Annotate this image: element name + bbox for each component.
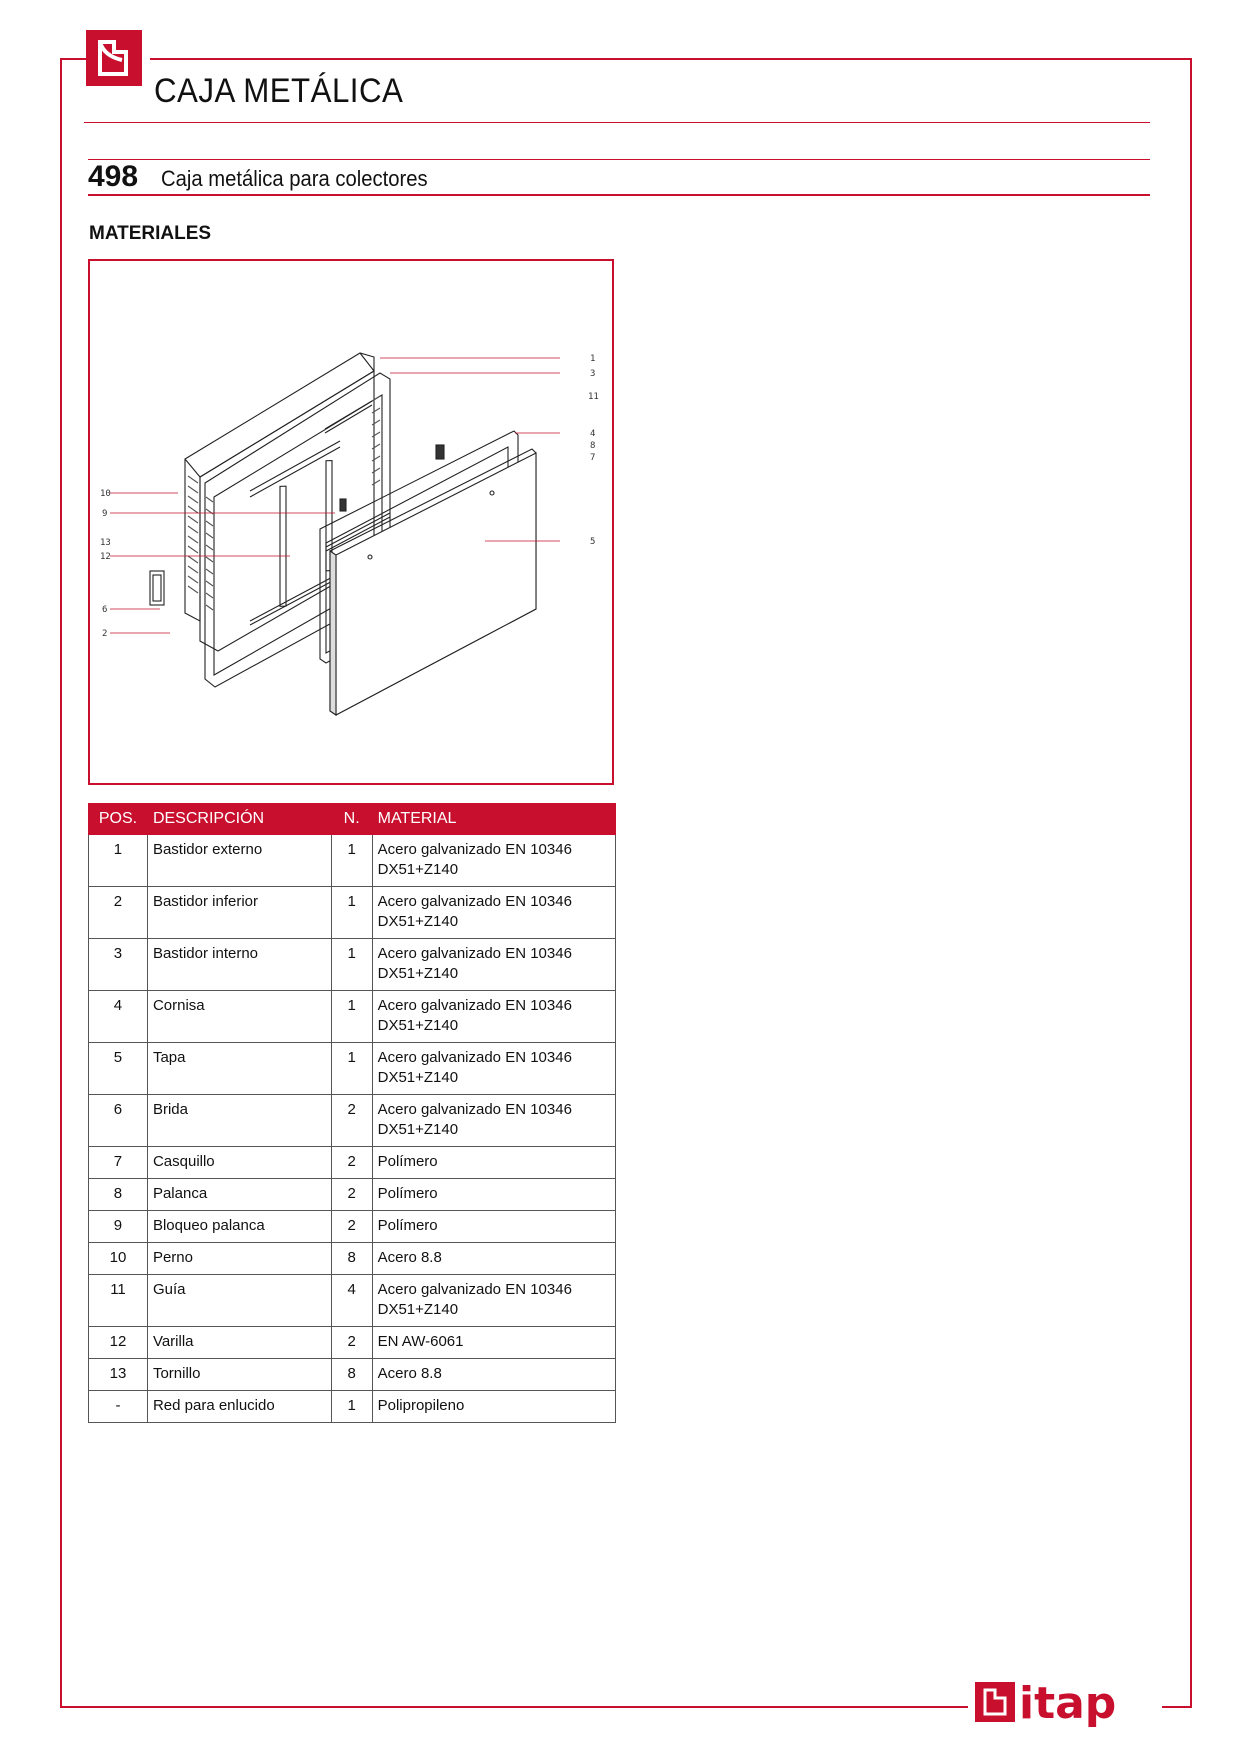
cell-n: 8: [331, 1243, 372, 1275]
cell-n: 2: [331, 1147, 372, 1179]
material-line-2: DX51+Z140: [377, 965, 459, 982]
material-line: Acero galvanizado EN 10346: [377, 893, 572, 910]
cell-desc: Tornillo: [147, 1359, 331, 1391]
table-row: [89, 1179, 616, 1211]
material-line: Acero galvanizado EN 10346: [377, 841, 572, 858]
frame-left: [60, 418, 62, 1708]
materials-table: [88, 803, 616, 1423]
cell-pos: 10: [89, 1243, 148, 1275]
material-line-2: DX51+Z140: [377, 1121, 459, 1138]
cell-material: Polímero: [372, 1179, 615, 1211]
cell-n: 4: [331, 1275, 372, 1327]
col-header-pos: POS.: [89, 804, 148, 835]
corner-logo-icon: [86, 30, 142, 86]
callout-label: 10: [100, 489, 111, 499]
table-row: [89, 1243, 616, 1275]
material-line: Acero galvanizado EN 10346: [377, 997, 572, 1014]
callout-label: 5: [590, 537, 596, 547]
cell-desc: Bastidor inferior: [147, 887, 331, 939]
title-underline: [84, 122, 1150, 123]
cell-desc: Palanca: [147, 1179, 331, 1211]
table-row: [89, 1211, 616, 1243]
cell-material: Acero 8.8: [372, 1243, 615, 1275]
material-line: Acero galvanizado EN 10346: [377, 1049, 572, 1066]
callout-label: 9: [102, 509, 108, 519]
callout-label: 13: [100, 538, 111, 548]
cell-material: [372, 939, 615, 991]
cell-n: 1: [331, 991, 372, 1043]
cell-desc: Guía: [147, 1275, 331, 1327]
callout-label: 12: [100, 552, 111, 562]
materials-heading: MATERIALES: [89, 223, 212, 244]
cell-desc: Brida: [147, 1095, 331, 1147]
cell-n: 1: [331, 887, 372, 939]
cell-n: 1: [331, 1391, 372, 1423]
material-line: Acero galvanizado EN 10346: [377, 1101, 572, 1118]
cell-material: [372, 1275, 615, 1327]
cell-pos: 11: [89, 1275, 148, 1327]
table-row: [89, 1147, 616, 1179]
frame-right: [1190, 58, 1192, 1708]
callout-label: 4: [590, 429, 596, 439]
cell-pos: 7: [89, 1147, 148, 1179]
table-row: [89, 1327, 616, 1359]
callout-label: 3: [590, 369, 596, 379]
cell-n: 1: [331, 835, 372, 887]
cell-material: [372, 887, 615, 939]
cell-desc: Bastidor externo: [147, 835, 331, 887]
material-line: Acero galvanizado EN 10346: [377, 945, 572, 962]
cell-pos: 5: [89, 1043, 148, 1095]
callout-label: 7: [590, 453, 596, 463]
cell-desc: Cornisa: [147, 991, 331, 1043]
callout-label: 1: [590, 354, 596, 364]
cell-pos: -: [89, 1391, 148, 1423]
cell-pos: 6: [89, 1095, 148, 1147]
table-row: [89, 887, 616, 939]
table-row: [89, 939, 616, 991]
cell-material: [372, 1095, 615, 1147]
table-row: [89, 1095, 616, 1147]
callout-label: 2: [102, 629, 108, 639]
cell-material: Polímero: [372, 1211, 615, 1243]
table-row: [89, 991, 616, 1043]
cell-material: [372, 835, 615, 887]
table-row: [89, 1275, 616, 1327]
cell-pos: 8: [89, 1179, 148, 1211]
callout-label: 8: [590, 441, 596, 451]
cell-pos: 12: [89, 1327, 148, 1359]
material-line-2: DX51+Z140: [377, 1301, 459, 1318]
cell-desc: Red para enlucido: [147, 1391, 331, 1423]
frame-top: [150, 58, 1192, 60]
cell-n: 1: [331, 939, 372, 991]
logo-wordmark: itap: [1019, 1678, 1117, 1729]
cell-pos: 2: [89, 887, 148, 939]
material-line-2: DX51+Z140: [377, 913, 459, 930]
section-rule-top: [88, 159, 1150, 160]
cell-desc: Bastidor interno: [147, 939, 331, 991]
callout-label: 11: [588, 392, 599, 402]
cell-n: 2: [331, 1095, 372, 1147]
cell-pos: 13: [89, 1359, 148, 1391]
table-row: [89, 1359, 616, 1391]
col-header-n: N.: [331, 804, 372, 835]
frame-bottom-right: [1162, 1706, 1192, 1708]
material-line-2: DX51+Z140: [377, 1069, 459, 1086]
itap-logo: [975, 1678, 1155, 1732]
cell-desc: Varilla: [147, 1327, 331, 1359]
frame-top-left: [60, 58, 86, 60]
section-number: 498: [88, 160, 139, 193]
cell-material: Polímero: [372, 1147, 615, 1179]
section-title: Caja metálica para colectores: [161, 166, 428, 191]
cell-pos: 9: [89, 1211, 148, 1243]
page-title: CAJA METÁLICA: [154, 72, 404, 110]
cell-n: 2: [331, 1327, 372, 1359]
material-line-2: DX51+Z140: [377, 1017, 459, 1034]
cell-n: 8: [331, 1359, 372, 1391]
cell-pos: 4: [89, 991, 148, 1043]
cell-material: [372, 991, 615, 1043]
cell-desc: Perno: [147, 1243, 331, 1275]
exploded-view-drawing: [88, 259, 614, 785]
col-header-desc: DESCRIPCIÓN: [147, 804, 331, 835]
cell-n: 2: [331, 1211, 372, 1243]
frame-left-top: [60, 58, 62, 418]
material-line-2: DX51+Z140: [377, 861, 459, 878]
table-row: [89, 835, 616, 887]
col-header-material: MATERIAL: [372, 804, 615, 835]
cell-material: Acero 8.8: [372, 1359, 615, 1391]
cell-pos: 3: [89, 939, 148, 991]
cell-pos: 1: [89, 835, 148, 887]
cell-material: EN AW-6061: [372, 1327, 615, 1359]
frame-bottom: [60, 1706, 968, 1708]
callout-label: 6: [102, 605, 108, 615]
cell-desc: Tapa: [147, 1043, 331, 1095]
section-rule-bottom: [88, 194, 1150, 196]
cell-desc: Bloqueo palanca: [147, 1211, 331, 1243]
cell-desc: Casquillo: [147, 1147, 331, 1179]
table-row: [89, 1391, 616, 1423]
table-header-row: [89, 804, 616, 835]
material-line: Acero galvanizado EN 10346: [377, 1281, 572, 1298]
table-row: [89, 1043, 616, 1095]
cell-n: 1: [331, 1043, 372, 1095]
cell-n: 2: [331, 1179, 372, 1211]
cell-material: Polipropileno: [372, 1391, 615, 1423]
cell-material: [372, 1043, 615, 1095]
